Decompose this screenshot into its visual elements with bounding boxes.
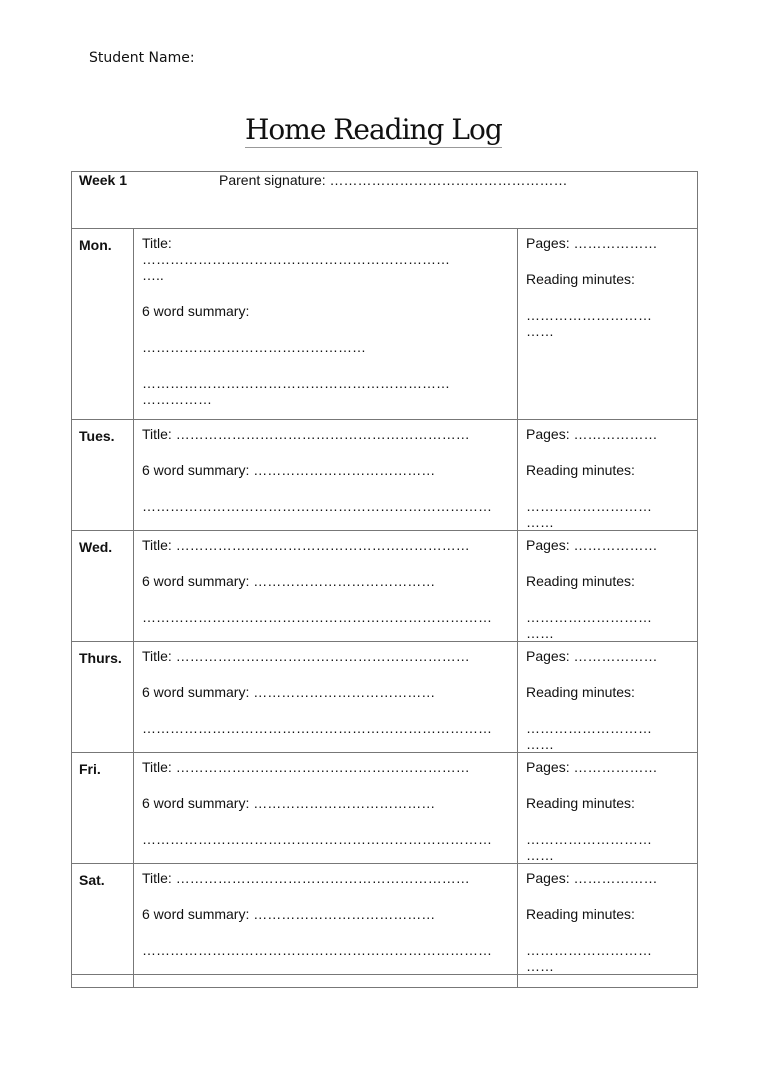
day-label: Thurs. <box>72 642 134 753</box>
summary-field[interactable]: 6 word summary: ………………………………… <box>142 573 436 589</box>
title-field[interactable]: Title: ……………………………………………………… <box>142 759 470 775</box>
entry-main-cell <box>134 753 518 864</box>
day-row-fri <box>72 753 698 864</box>
day-row-sat <box>72 864 698 975</box>
summary-field-3[interactable]: …………… <box>142 391 212 407</box>
pages-field[interactable]: Pages: ……………… <box>526 870 658 886</box>
entry-side-cell <box>518 531 698 642</box>
pages-field[interactable]: Pages: ……………… <box>526 648 658 664</box>
summary-field[interactable]: 6 word summary: ………………………………… <box>142 684 436 700</box>
page-title: Home Reading Log <box>245 113 502 146</box>
summary-field[interactable]: 6 word summary: ………………………………… <box>142 906 436 922</box>
entry-side-cell <box>518 642 698 753</box>
reading-minutes-label: Reading minutes: <box>526 906 635 922</box>
entry-side-cell <box>518 864 698 975</box>
summary-field-2[interactable]: ………………………………………………………………… <box>142 942 492 958</box>
day-row-tues <box>72 420 698 531</box>
entry-main-cell <box>134 642 518 753</box>
reading-minutes-label: Reading minutes: <box>526 795 635 811</box>
day-row-wed <box>72 531 698 642</box>
entry-side-cell <box>518 753 698 864</box>
title-field-continued[interactable]: ….. <box>142 267 164 283</box>
summary-field-2[interactable]: ………………………………………………………………… <box>142 609 492 625</box>
entry-main-cell <box>134 864 518 975</box>
summary-label: 6 word summary: <box>142 303 250 319</box>
reading-log-table <box>71 171 698 988</box>
day-label: Wed. <box>72 531 134 642</box>
title-field[interactable]: Title: ……………………………………………………… <box>142 426 470 442</box>
pages-field[interactable]: Pages: ……………… <box>526 426 658 442</box>
reading-minutes-field[interactable]: ……………………… <box>526 498 652 514</box>
entry-side-cell <box>518 420 698 531</box>
reading-minutes-label: Reading minutes: <box>526 462 635 478</box>
day-row-thurs <box>72 642 698 753</box>
title-label: Title: <box>142 235 172 251</box>
summary-field[interactable]: 6 word summary: ………………………………… <box>142 462 436 478</box>
empty-row <box>72 975 698 988</box>
reading-minutes-field-2[interactable]: …… <box>526 625 554 641</box>
reading-minutes-field-2[interactable]: …… <box>526 514 554 530</box>
entry-main-cell <box>134 420 518 531</box>
title-field[interactable]: ………………………………………………………… <box>142 251 450 267</box>
reading-minutes-field[interactable]: ……………………… <box>526 609 652 625</box>
pages-field[interactable]: Pages: ……………… <box>526 759 658 775</box>
entry-main-cell <box>134 531 518 642</box>
day-label: Tues. <box>72 420 134 531</box>
parent-signature-field[interactable]: Parent signature: …………………………………………… <box>219 172 568 188</box>
empty-cell <box>134 975 518 988</box>
title-field[interactable]: Title: ……………………………………………………… <box>142 648 470 664</box>
empty-cell <box>72 975 134 988</box>
entry-main-cell <box>134 229 518 420</box>
day-label: Mon. <box>72 229 134 420</box>
empty-cell <box>518 975 698 988</box>
summary-field-2[interactable]: ………………………………………………………………… <box>142 720 492 736</box>
reading-minutes-label: Reading minutes: <box>526 573 635 589</box>
summary-field-2[interactable]: ………………………………………………………… <box>142 375 450 391</box>
week-header-row <box>72 172 698 229</box>
reading-minutes-field[interactable]: ……………………… <box>526 942 652 958</box>
title-field[interactable]: Title: ……………………………………………………… <box>142 537 470 553</box>
reading-minutes-label: Reading minutes: <box>526 684 635 700</box>
pages-field[interactable]: Pages: ……………… <box>526 537 658 553</box>
title-field[interactable]: Title: ……………………………………………………… <box>142 870 470 886</box>
day-row-mon <box>72 229 698 420</box>
reading-minutes-field[interactable]: ……………………… <box>526 720 652 736</box>
reading-minutes-field-2[interactable]: …… <box>526 736 554 752</box>
reading-minutes-field-2[interactable]: …… <box>526 847 554 863</box>
summary-field[interactable]: 6 word summary: ………………………………… <box>142 795 436 811</box>
summary-field-2[interactable]: ………………………………………………………………… <box>142 498 492 514</box>
day-label: Sat. <box>72 864 134 975</box>
reading-minutes-label: Reading minutes: <box>526 271 635 287</box>
reading-minutes-field-2[interactable]: …… <box>526 958 554 974</box>
pages-field[interactable]: Pages: ……………… <box>526 235 658 251</box>
week-label: Week 1 <box>79 172 127 188</box>
week-header-cell <box>72 172 698 229</box>
summary-field-2[interactable]: ………………………………………………………………… <box>142 831 492 847</box>
reading-minutes-field[interactable]: ……………………… <box>526 831 652 847</box>
summary-field[interactable]: ………………………………………… <box>142 339 366 355</box>
day-label: Fri. <box>72 753 134 864</box>
entry-side-cell <box>518 229 698 420</box>
reading-minutes-field[interactable]: ……………………… <box>526 307 652 323</box>
student-name-label: Student Name: <box>89 50 195 66</box>
reading-minutes-field-2[interactable]: …… <box>526 323 554 339</box>
